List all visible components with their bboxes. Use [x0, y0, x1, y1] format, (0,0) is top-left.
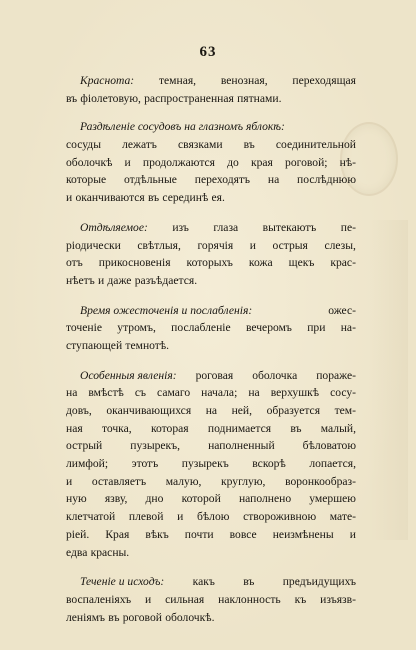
- paragraph: [66, 573, 356, 626]
- paragraph: [66, 72, 356, 107]
- section-term: Отдѣляемое:: [80, 220, 148, 234]
- paragraph: [66, 302, 356, 355]
- text-line: ная точка, которая поднимается въ малый,: [66, 421, 356, 435]
- page-text: [66, 72, 356, 638]
- text-line: Время ожесточенiя и послабленiя: ожес-: [66, 302, 356, 320]
- section-term: Краснота:: [80, 74, 135, 87]
- paragraph: [66, 118, 356, 206]
- paragraph: [66, 219, 356, 290]
- paragraph: [66, 367, 356, 562]
- text-line: Особенныя явленiя: роговая оболочка пораже-: [66, 367, 356, 385]
- section-term: Особенныя явленiя:: [80, 368, 177, 382]
- section-term: Теченiе и исходъ:: [80, 575, 165, 589]
- text-line: оболочкѣ и продолжаются до края роговой; нѣ-: [66, 155, 356, 169]
- text-line: Отдѣляемое: изъ глаза вытекаютъ пе-: [66, 219, 356, 237]
- text-line: и оставляетъ малую, круглую, воронкообраз-: [66, 474, 356, 488]
- section-term: Раздѣленiе сосудовъ на глазномъ яблокѣ:: [80, 120, 285, 134]
- text-line: острый пузырекъ, наполненный бѣловатою: [66, 439, 356, 453]
- text-line: рiодически свѣтлыя, горячiя и острыя слезы,: [66, 238, 356, 252]
- text-line: ную язву, дно которой наполнено умершею: [66, 492, 356, 506]
- text-line: ленiямъ въ роговой оболочкѣ.: [66, 610, 215, 624]
- text-line: Теченiе и исходъ: какъ въ предъидущихъ: [66, 573, 356, 591]
- text-line: въ фiолетовую, распространенная пятнами.: [66, 91, 282, 105]
- page-number: 63: [199, 44, 217, 60]
- text-line: нѣетъ и даже разъѣдается.: [66, 273, 198, 287]
- section-term: Время ожесточенiя и послабленiя:: [80, 303, 253, 317]
- text-line: и оканчиваются въ серединѣ ея.: [66, 191, 225, 205]
- text-line: ступающей темнотѣ.: [66, 338, 170, 352]
- text-line: лимфой; этотъ пузырекъ вскорѣ лопается,: [66, 457, 356, 471]
- text-line: на вмѣстѣ съ самаго начала; на верхушкѣ сосу-: [66, 386, 356, 400]
- text-line: воспаленiяхъ и сильная наклонность къ изъязв-: [66, 592, 356, 606]
- text-line: сосуды лежатъ связками въ соединительной: [66, 138, 356, 152]
- text-line: Краснота: темная, венозная, переходящая: [66, 72, 356, 90]
- text-line: точенiе утромъ, послабленiе вечеромъ при на-: [66, 321, 356, 335]
- text-line: довъ, оканчивающихся на ней, образуется тем-: [66, 404, 356, 417]
- text-line: [66, 118, 356, 136]
- text-line: едва красны.: [66, 545, 130, 559]
- paper-shading: [368, 220, 408, 540]
- text-line: клетчатой плевой и бѣлою створоживною мате-: [66, 510, 356, 524]
- ink-mark: [298, 580, 299, 586]
- text-line: рiей. Края вѣкъ почти вовсе неизмѣнены и: [66, 527, 356, 541]
- text-line: отъ прикосновенiя которыхъ кожа щекъ крас-: [66, 256, 356, 270]
- text-line: которые отдѣльные переходятъ на послѣднюю: [66, 173, 356, 187]
